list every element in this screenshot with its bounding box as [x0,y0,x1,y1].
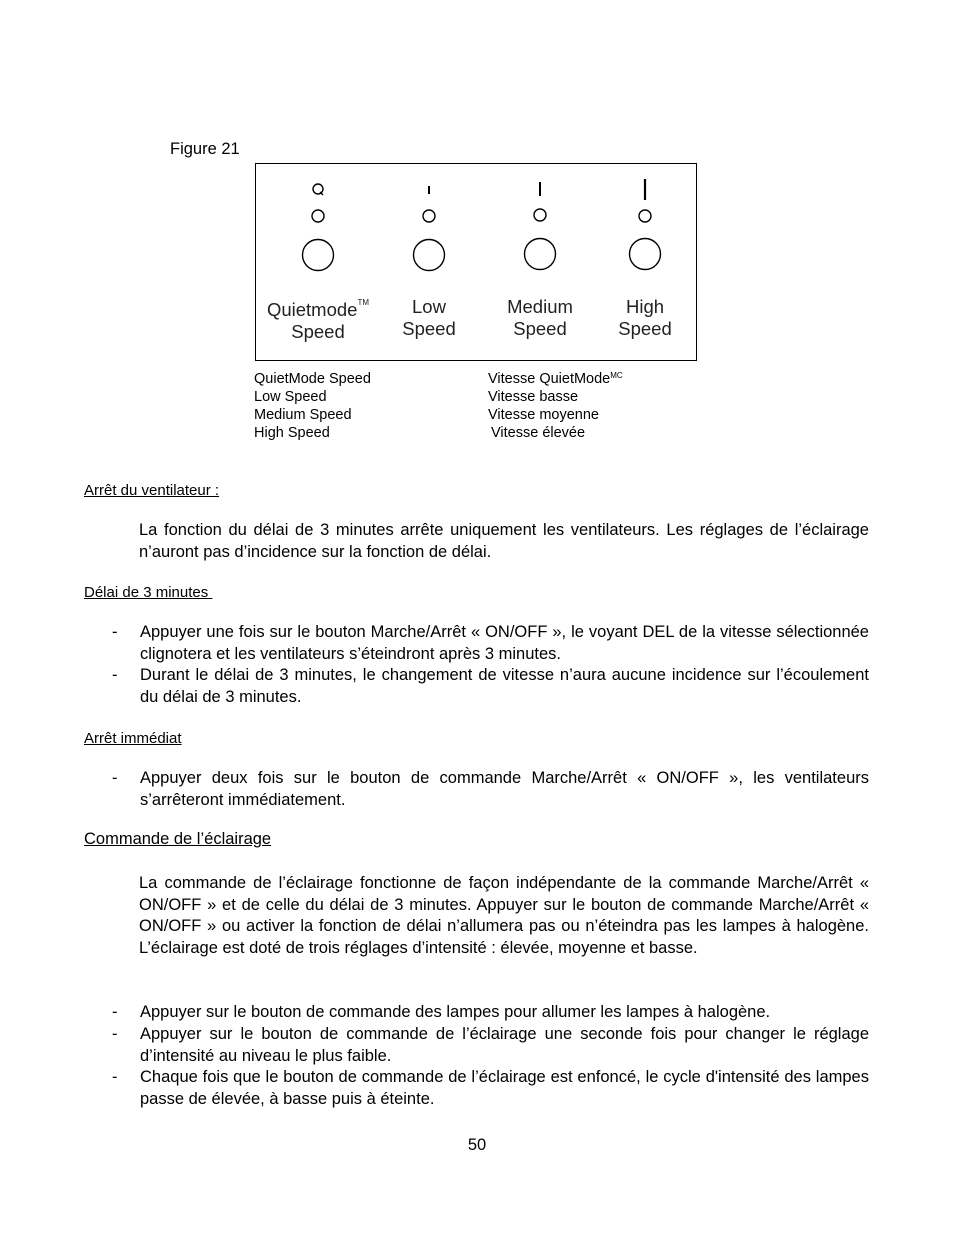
legend-item: Vitesse moyenne [488,407,599,423]
low-speed-bar-icon [374,164,484,294]
bullet-marker: - [112,666,118,684]
lighting-paragraph: La commande de l’éclairage fonctionne de façon indépendante de la commande Marche/Arrêt « ON/OFF » et de celle du délai de 3 minutes. Appuyer sur le bouton de commande Marche/Arrêt « ON/OFF » ou activer la fonction de délai n’allumera pas ou n’éteindra pas les lampes à halogène. L’éclairage est doté de trois réglages d’intensité : élevée, moyenne et basse. [139,874,869,957]
quietmode-indicator-icon [263,164,373,294]
medium-speed-control [485,164,595,362]
low-speed-control [374,164,484,362]
fan-off-paragraph: La fonction du délai de 3 minutes arrête uniquement les ventilateurs. Les réglages de l’éclairage n’auront pas d’incidence sur la fonction de délai. [139,521,869,561]
figure-caption: Figure 21 [170,140,240,158]
bullet-marker: - [112,1025,118,1043]
low-speed-label: Low Speed [402,296,456,339]
lighting-heading: Commande de l’éclairage [84,830,272,848]
list-item: Chaque fois que le bouton de commande de l’éclairage est enfoncé, le cycle d'intensité des lampes passe de élevée, à basse puis à éteinte. [140,1068,869,1108]
list-item: Appuyer une fois sur le bouton Marche/Arrêt « ON/OFF », le voyant DEL de la vitesse sélectionnée clignotera et les ventilateurs s’éteindront après 3 minutes. [140,623,869,663]
page-number: 50 [467,1136,487,1154]
medium-speed-bar-icon [485,164,595,294]
medium-speed-label: Medium Speed [507,296,573,339]
legend-english [254,370,371,442]
list-item: Appuyer deux fois sur le bouton de commande Marche/Arrêt « ON/OFF », les ventilateurs s’arrêteront immédiatement. [140,769,869,809]
legend-item: Vitesse QuietMode$^{MC}$ [488,371,623,387]
bullet-marker: - [112,1003,118,1021]
legend-item: Low Speed [254,389,327,405]
legend-french [488,370,623,442]
bullet-marker: - [112,623,118,641]
quietmode-speed-control [263,164,373,362]
immediate-stop-heading: Arrêt immédiat [84,730,182,747]
list-item: Durant le délai de 3 minutes, le changement de vitesse n’aura aucune incidence sur l’écoulement du délai de 3 minutes. [140,666,869,706]
quietmode-speed-label: Quietmode™ Speed [266,298,370,343]
legend-item: Medium Speed [254,407,352,423]
list-item: Appuyer sur le bouton de commande de l’éclairage une seconde fois pour changer le réglage d’intensité au niveau le plus faible. [140,1025,869,1065]
high-speed-bar-icon [590,164,700,294]
fan-off-heading: Arrêt du ventilateur : [84,482,220,499]
delay-heading: Délai de 3 minutes [84,584,213,601]
legend-item: Vitesse basse [488,389,579,405]
bullet-marker: - [112,1068,118,1086]
control-panel-figure [255,163,697,361]
bullet-marker: - [112,769,118,787]
high-speed-label: High Speed [618,296,672,339]
legend-item: Vitesse élevée [491,425,586,441]
legend-item: QuietMode Speed [254,371,371,387]
list-item: Appuyer sur le bouton de commande des lampes pour allumer les lampes à halogène. [140,1003,771,1021]
legend-item: High Speed [254,425,330,441]
high-speed-control [590,164,700,362]
